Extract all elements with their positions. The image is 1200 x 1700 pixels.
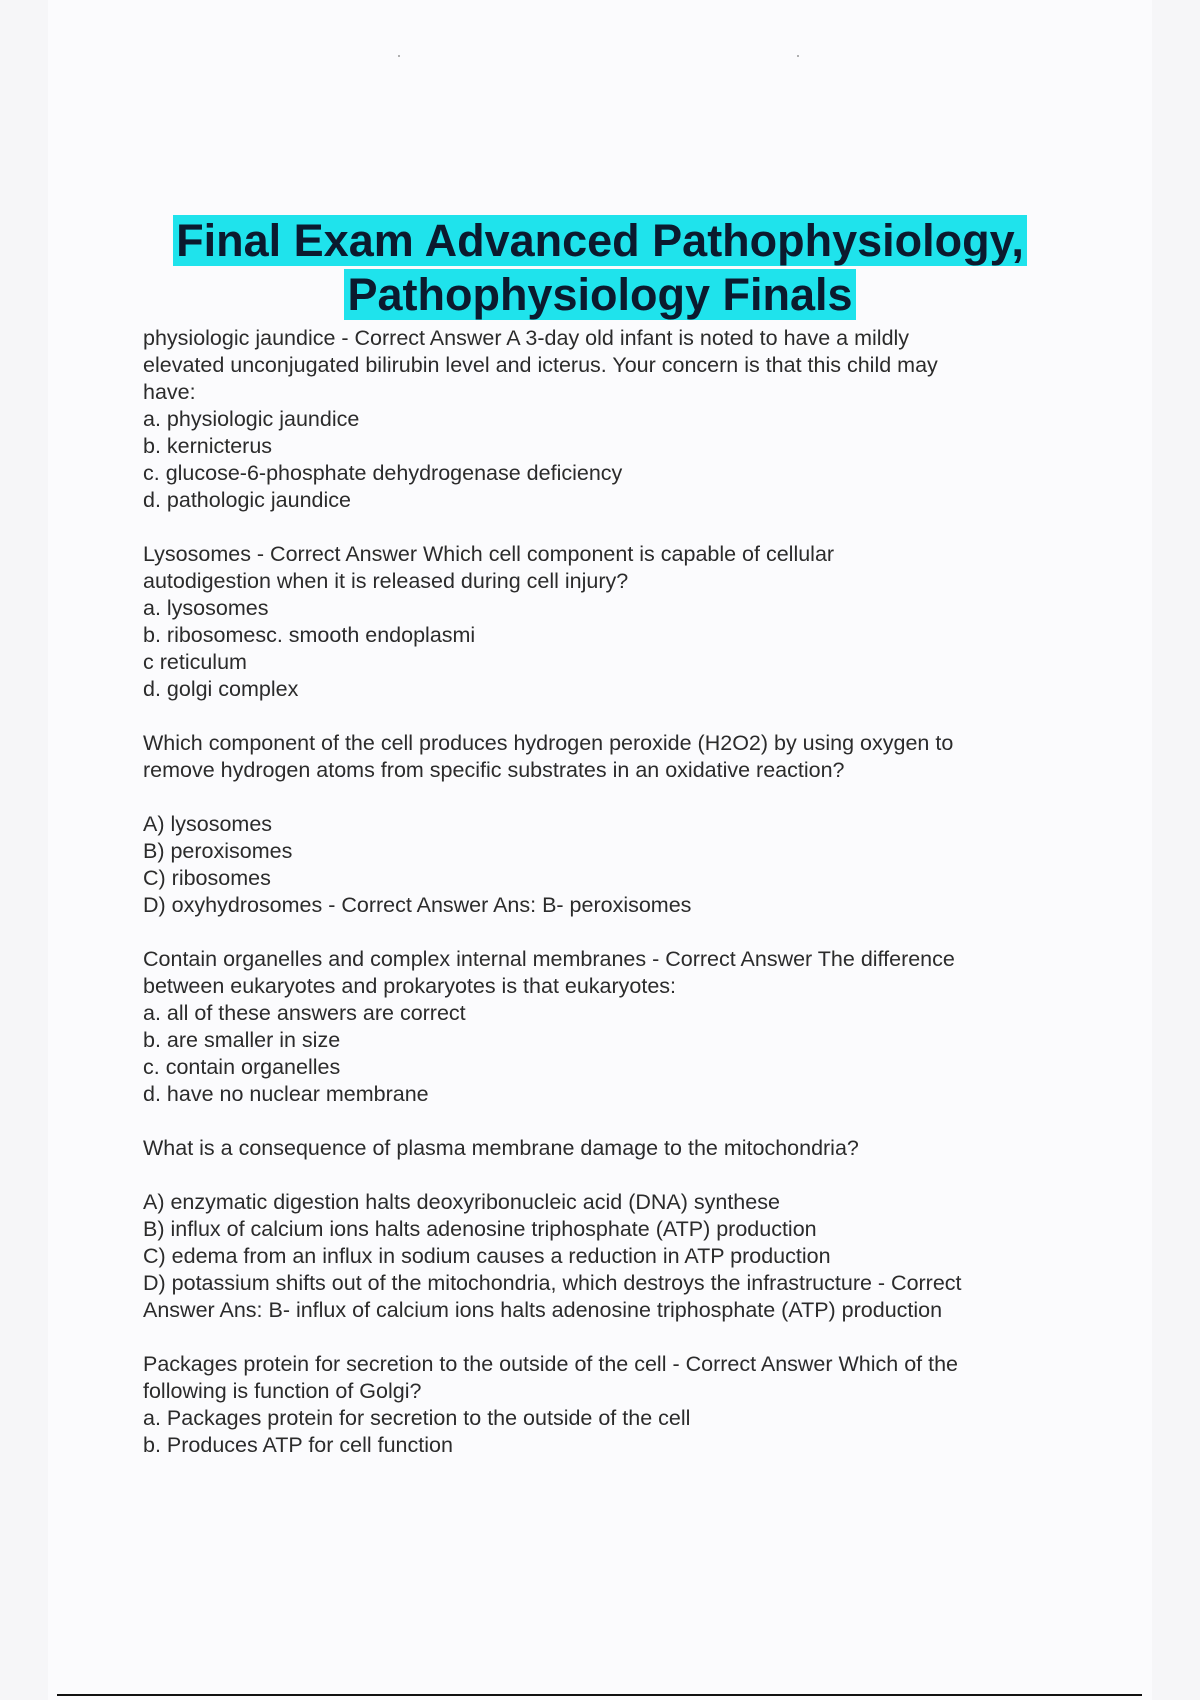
title-line-1: Final Exam Advanced Pathophysiology, xyxy=(173,215,1027,266)
question-line: physiologic jaundice - Correct Answer A 3-day old infant is noted to have a mildly xyxy=(143,326,910,350)
question-line: elevated unconjugated bilirubin level and icterus. Your concern is that this child may xyxy=(143,353,938,377)
answer-option: D) potassium shifts out of the mitochondria, which destroys the infrastructure - Correct xyxy=(143,1271,962,1295)
answer-option: A) enzymatic digestion halts deoxyribonucleic acid (DNA) synthese xyxy=(143,1190,780,1214)
question-line: between eukaryotes and prokaryotes is that eukaryotes: xyxy=(143,974,677,998)
answer-option: C) edema from an influx in sodium causes a reduction in ATP production xyxy=(143,1244,831,1268)
page-bottom-rule xyxy=(57,1694,1142,1696)
document-title xyxy=(0,214,1200,322)
answer-option: d. pathologic jaundice xyxy=(143,488,351,512)
question-line: following is function of Golgi? xyxy=(143,1379,422,1403)
question-line: Which component of the cell produces hydrogen peroxide (H2O2) by using oxygen to xyxy=(143,731,954,755)
answer-option: B) peroxisomes xyxy=(143,839,293,863)
answer-option: d. have no nuclear membrane xyxy=(143,1082,429,1106)
title-line-2: Pathophysiology Finals xyxy=(344,269,855,320)
answer-option: c. contain organelles xyxy=(143,1055,341,1079)
scan-speck xyxy=(797,55,799,57)
blank-line xyxy=(143,1162,1063,1189)
question-line: Contain organelles and complex internal membranes - Correct Answer The difference xyxy=(143,947,955,971)
question-line: Packages protein for secretion to the outside of the cell - Correct Answer Which of the xyxy=(143,1352,959,1376)
question-line: Lysosomes - Correct Answer Which cell component is capable of cellular xyxy=(143,542,835,566)
question-line: What is a consequence of plasma membrane damage to the mitochondria? xyxy=(143,1136,859,1160)
answer-option: D) oxyhydrosomes - Correct Answer Ans: B- peroxisomes xyxy=(143,893,692,917)
question-list xyxy=(143,325,1063,1486)
answer-option: b. are smaller in size xyxy=(143,1028,341,1052)
answer-option: d. golgi complex xyxy=(143,677,299,701)
answer-option: a. all of these answers are correct xyxy=(143,1001,466,1025)
answer-option: b. ribosomesc. smooth endoplasmi xyxy=(143,623,476,647)
answer-option: b. kernicterus xyxy=(143,434,273,458)
question-line: remove hydrogen atoms from specific substrates in an oxidative reaction? xyxy=(143,758,845,782)
answer-option: a. lysosomes xyxy=(143,596,269,620)
question-block xyxy=(143,730,1063,919)
answer-option: Answer Ans: B- influx of calcium ions halts adenosine triphosphate (ATP) production xyxy=(143,1298,943,1322)
answer-option: a. physiologic jaundice xyxy=(143,407,360,431)
question-block xyxy=(143,541,1063,703)
answer-option: c reticulum xyxy=(143,650,247,674)
answer-option: B) influx of calcium ions halts adenosine triphosphate (ATP) production xyxy=(143,1217,817,1241)
question-line: autodigestion when it is released during cell injury? xyxy=(143,569,629,593)
scan-speck xyxy=(398,55,400,57)
question-line: have: xyxy=(143,380,196,404)
answer-option: c. glucose-6-phosphate dehydrogenase deficiency xyxy=(143,461,623,485)
question-block xyxy=(143,1351,1063,1459)
answer-option: A) lysosomes xyxy=(143,812,273,836)
answer-option: C) ribosomes xyxy=(143,866,271,890)
question-block xyxy=(143,325,1063,514)
question-block xyxy=(143,1135,1063,1324)
blank-line xyxy=(143,784,1063,811)
answer-option: a. Packages protein for secretion to the outside of the cell xyxy=(143,1406,691,1430)
answer-option: b. Produces ATP for cell function xyxy=(143,1433,453,1457)
question-block xyxy=(143,946,1063,1108)
